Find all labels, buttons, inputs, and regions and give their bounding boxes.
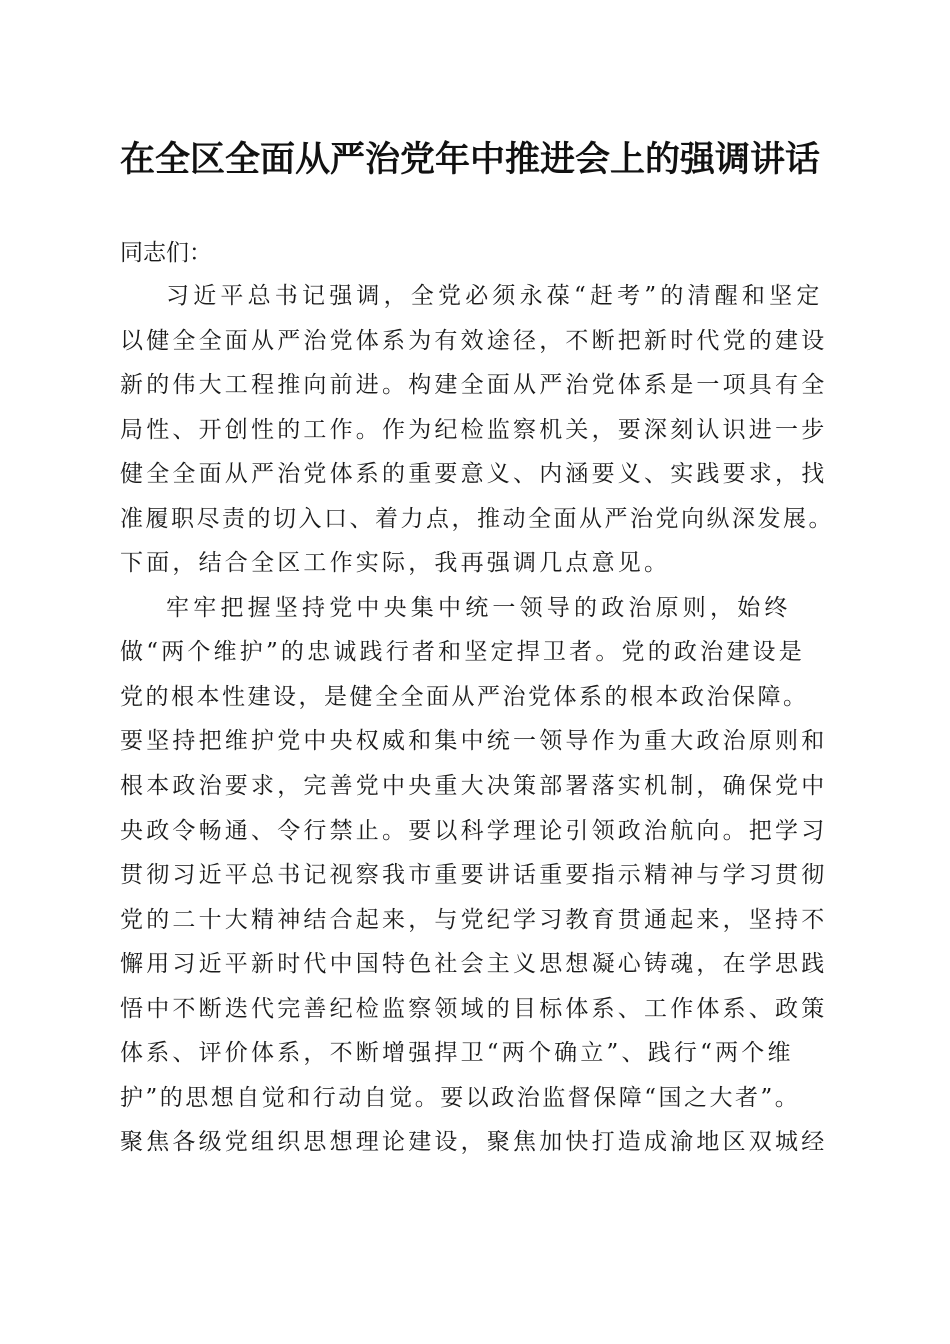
- document-body: [120, 232, 840, 1165]
- paragraph-line: 党的二十大精神结合起来，与党纪学习教育贯通起来，坚持不: [120, 906, 828, 933]
- paragraph-line: 准履职尽责的切入口、着力点，推动全面从严治党向纵深发展。: [120, 505, 834, 532]
- paragraph-line: 习近平总书记强调，全党必须永葆“赶考”的清醒和坚定: [166, 283, 824, 309]
- paragraph-line: 贯彻习近平总书记视察我市重要讲话重要指示精神与学习贯彻: [120, 862, 828, 889]
- paragraph-line: 新的伟大工程推向前进。构建全面从严治党体系是一项具有全: [120, 372, 828, 399]
- paragraph-line: 护”的思想自觉和行动自觉。要以政治监督保障“国之大者”。: [120, 1084, 801, 1111]
- paragraph-line: 以健全全面从严治党体系为有效途径，不断把新时代党的建设: [120, 327, 828, 354]
- paragraph-line: 懈用习近平新时代中国特色社会主义思想凝心铸魂，在学思践: [120, 951, 828, 978]
- paragraph-line: 下面，结合全区工作实际，我再强调几点意见。: [120, 550, 671, 577]
- salutation: 同志们：: [120, 240, 212, 266]
- paragraph-line: 央政令畅通、令行禁止。要以科学理论引领政治航向。把学习: [120, 817, 828, 844]
- paragraph-line: 牢牢把握坚持党中央集中统一领导的政治原则，始终: [166, 594, 792, 621]
- paragraph-line: 根本政治要求，完善党中央重大决策部署落实机制，确保党中: [120, 773, 828, 800]
- paragraph-line: 做“两个维护”的忠诚践行者和坚定捍卫者。党的政治建设是: [120, 639, 805, 666]
- paragraph-line: 局性、开创性的工作。作为纪检监察机关，要深刻认识进一步: [120, 416, 828, 443]
- paragraph-line: 健全全面从严治党体系的重要意义、内涵要义、实践要求，找: [120, 461, 828, 488]
- paragraph-line: 悟中不断迭代完善纪检监察领域的目标体系、工作体系、政策: [120, 995, 828, 1022]
- paragraph-line: 体系、评价体系，不断增强捍卫“两个确立”、践行“两个维: [120, 1040, 794, 1067]
- paragraph-line: 党的根本性建设，是健全全面从严治党体系的根本政治保障。: [120, 683, 809, 710]
- paragraph-line: 聚焦各级党组织思想理论建设，聚焦加快打造成渝地区双城经: [120, 1129, 828, 1156]
- paragraph-line: 要坚持把维护党中央权威和集中统一领导作为重大政治原则和: [120, 728, 828, 755]
- document-title: 在全区全面从严治党年中推进会上的强调讲话: [120, 139, 821, 180]
